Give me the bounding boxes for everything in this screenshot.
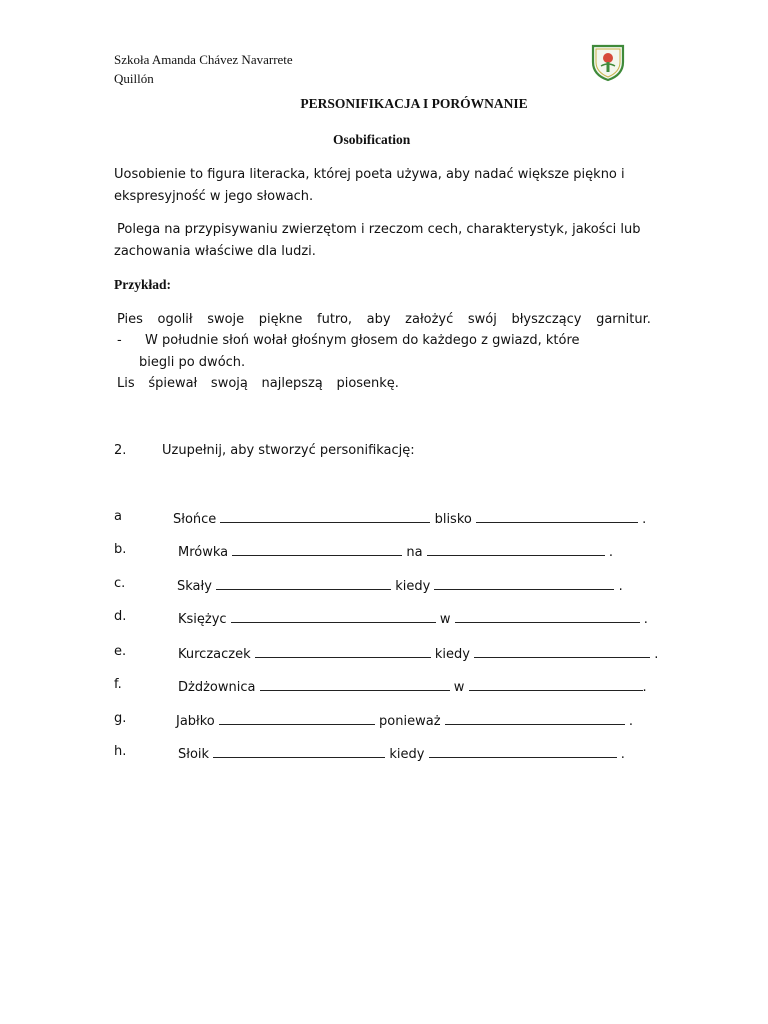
example-line-3: biegli po dwóch.: [139, 355, 246, 370]
exercise-item: [114, 711, 674, 731]
answer-blank[interactable]: [474, 644, 650, 658]
answer-blank[interactable]: [260, 677, 450, 691]
item-subject: Jabłko: [176, 714, 215, 729]
exercise-item: [114, 644, 694, 664]
answer-blank[interactable]: [216, 576, 391, 590]
page-subtitle: Osobification: [333, 132, 411, 147]
answer-blank[interactable]: [231, 609, 436, 623]
example-line-1: [117, 309, 651, 331]
example-word: swoje: [207, 312, 245, 327]
answer-blank[interactable]: [476, 509, 638, 523]
answer-blank[interactable]: [455, 609, 640, 623]
item-connector: kiedy: [395, 579, 431, 594]
item-connector: ponieważ: [379, 714, 441, 729]
item-letter: a: [114, 509, 122, 524]
example-dash: -: [117, 333, 122, 348]
item-letter: h.: [114, 744, 127, 759]
example-word: aby: [366, 312, 391, 327]
exercise-item: [114, 609, 674, 629]
answer-blank[interactable]: [434, 576, 614, 590]
example-line-2: W południe słoń wołał głośnym głosem do każdego z gwiazd, które: [145, 333, 580, 348]
answer-blank[interactable]: [219, 711, 375, 725]
example-word: piosenkę.: [336, 376, 399, 391]
exercise-item: [114, 542, 674, 562]
end-mark: .: [642, 512, 647, 527]
item-connector: w: [453, 680, 465, 695]
item-subject: Księżyc: [178, 612, 227, 627]
item-subject: Skały: [177, 579, 212, 594]
example-line-4: [117, 373, 399, 395]
exercise-number: 2.: [114, 443, 127, 458]
school-town: Quillón: [114, 71, 154, 86]
school-crest-icon: [587, 42, 629, 82]
answer-blank[interactable]: [255, 644, 431, 658]
answer-blank[interactable]: [429, 744, 617, 758]
paragraph-2-line-2: zachowania właściwe dla ludzi.: [114, 244, 316, 259]
item-letter: e.: [114, 644, 127, 659]
answer-blank[interactable]: [469, 677, 643, 691]
item-letter: b.: [114, 542, 127, 557]
example-word: swoją: [210, 376, 248, 391]
answer-blank[interactable]: [213, 744, 385, 758]
item-connector: na: [406, 545, 423, 560]
answer-blank[interactable]: [445, 711, 625, 725]
item-connector: blisko: [434, 512, 472, 527]
item-connector: w: [439, 612, 451, 627]
answer-blank[interactable]: [220, 509, 430, 523]
example-word: błyszczący: [511, 312, 582, 327]
end-mark: .: [654, 647, 659, 662]
end-mark: .: [642, 680, 647, 695]
example-word: założyć: [405, 312, 454, 327]
item-letter: c.: [114, 576, 126, 591]
item-connector: kiedy: [389, 747, 425, 762]
end-mark: .: [618, 579, 623, 594]
end-mark: .: [620, 747, 625, 762]
item-subject: Słońce: [173, 512, 217, 527]
item-subject: Dżdżownica: [178, 680, 256, 695]
paragraph-1-line-1: Uosobienie to figura literacka, której poeta używa, aby nadać większe piękno i: [114, 167, 625, 182]
item-letter: f.: [114, 677, 122, 692]
item-subject: Słoik: [178, 747, 210, 762]
school-name: Szkoła Amanda Chávez Navarrete: [114, 52, 293, 67]
exercise-item: [114, 677, 674, 697]
example-word: ogolił: [157, 312, 193, 327]
item-subject: Mrówka: [178, 545, 229, 560]
answer-blank[interactable]: [427, 542, 605, 556]
end-mark: .: [643, 612, 648, 627]
paragraph-2-line-1: Polega na przypisywaniu zwierzętom i rzeczom cech, charakterystyk, jakości lub: [117, 222, 641, 237]
example-word: Pies: [117, 312, 143, 327]
example-label: Przykład:: [114, 277, 171, 292]
example-word: Lis: [117, 376, 135, 391]
example-word: piękne: [258, 312, 303, 327]
example-word: garnitur.: [596, 312, 651, 327]
example-word: swój: [467, 312, 497, 327]
page-title: PERSONIFIKACJA I PORÓWNANIE: [300, 96, 528, 111]
exercise-instruction: Uzupełnij, aby stworzyć personifikację:: [162, 443, 415, 458]
example-word: futro,: [317, 312, 353, 327]
paragraph-1-line-2: ekspresyjność w jego słowach.: [114, 189, 314, 204]
example-word: śpiewał: [148, 376, 198, 391]
item-letter: g.: [114, 711, 127, 726]
example-word: najlepszą: [261, 376, 323, 391]
exercise-item: [114, 576, 674, 596]
item-letter: d.: [114, 609, 127, 624]
end-mark: .: [608, 545, 614, 560]
item-connector: kiedy: [434, 647, 470, 662]
end-mark: .: [628, 714, 633, 729]
exercise-item: [114, 509, 674, 529]
exercise-item: [114, 744, 674, 764]
answer-blank[interactable]: [232, 542, 402, 556]
item-subject: Kurczaczek: [178, 647, 251, 662]
